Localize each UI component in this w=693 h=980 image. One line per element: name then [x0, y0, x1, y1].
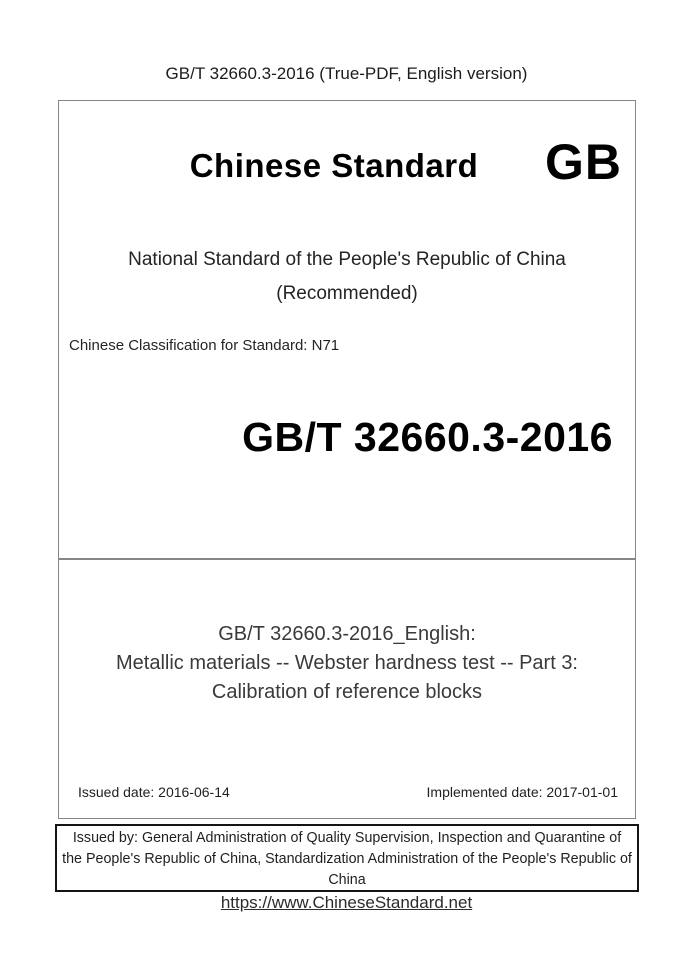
footer-link[interactable]: https://www.ChineseStandard.net: [220, 893, 473, 912]
issuer-line-3: China: [328, 872, 366, 888]
national-standard-line: National Standard of the People's Republic of China: [128, 249, 566, 270]
dates-row: [78, 784, 618, 800]
cover-box: [58, 100, 636, 559]
english-title-line-3: Calibration of reference blocks: [211, 681, 483, 703]
english-title-block: [59, 620, 635, 707]
gb-logo: GB: [545, 134, 622, 190]
implemented-date: Implemented date: 2017-01-01: [426, 784, 618, 800]
title-box: [58, 559, 636, 819]
brand-title: Chinese Standard: [189, 147, 479, 184]
english-title-line-1: GB/T 32660.3-2016_English:: [218, 623, 476, 645]
footer: [0, 893, 693, 913]
standard-number: GB/T 32660.3-2016: [242, 414, 613, 460]
recommended-line: (Recommended): [276, 283, 418, 304]
issuer-box: [55, 824, 639, 892]
classification-line: Chinese Classification for Standard: N71: [69, 337, 340, 354]
document-header: GB/T 32660.3-2016 (True-PDF, English version): [165, 64, 528, 83]
issuer-line-2: the People's Republic of China, Standardization Administration of the People's Republic of: [62, 851, 632, 867]
issuer-line-1: Issued by: General Administration of Quality Supervision, Inspection and Quarantine of: [72, 830, 622, 846]
issued-date: Issued date: 2016-06-14: [78, 784, 230, 800]
english-title-line-2: Metallic materials -- Webster hardness test -- Part 3:: [116, 652, 578, 674]
